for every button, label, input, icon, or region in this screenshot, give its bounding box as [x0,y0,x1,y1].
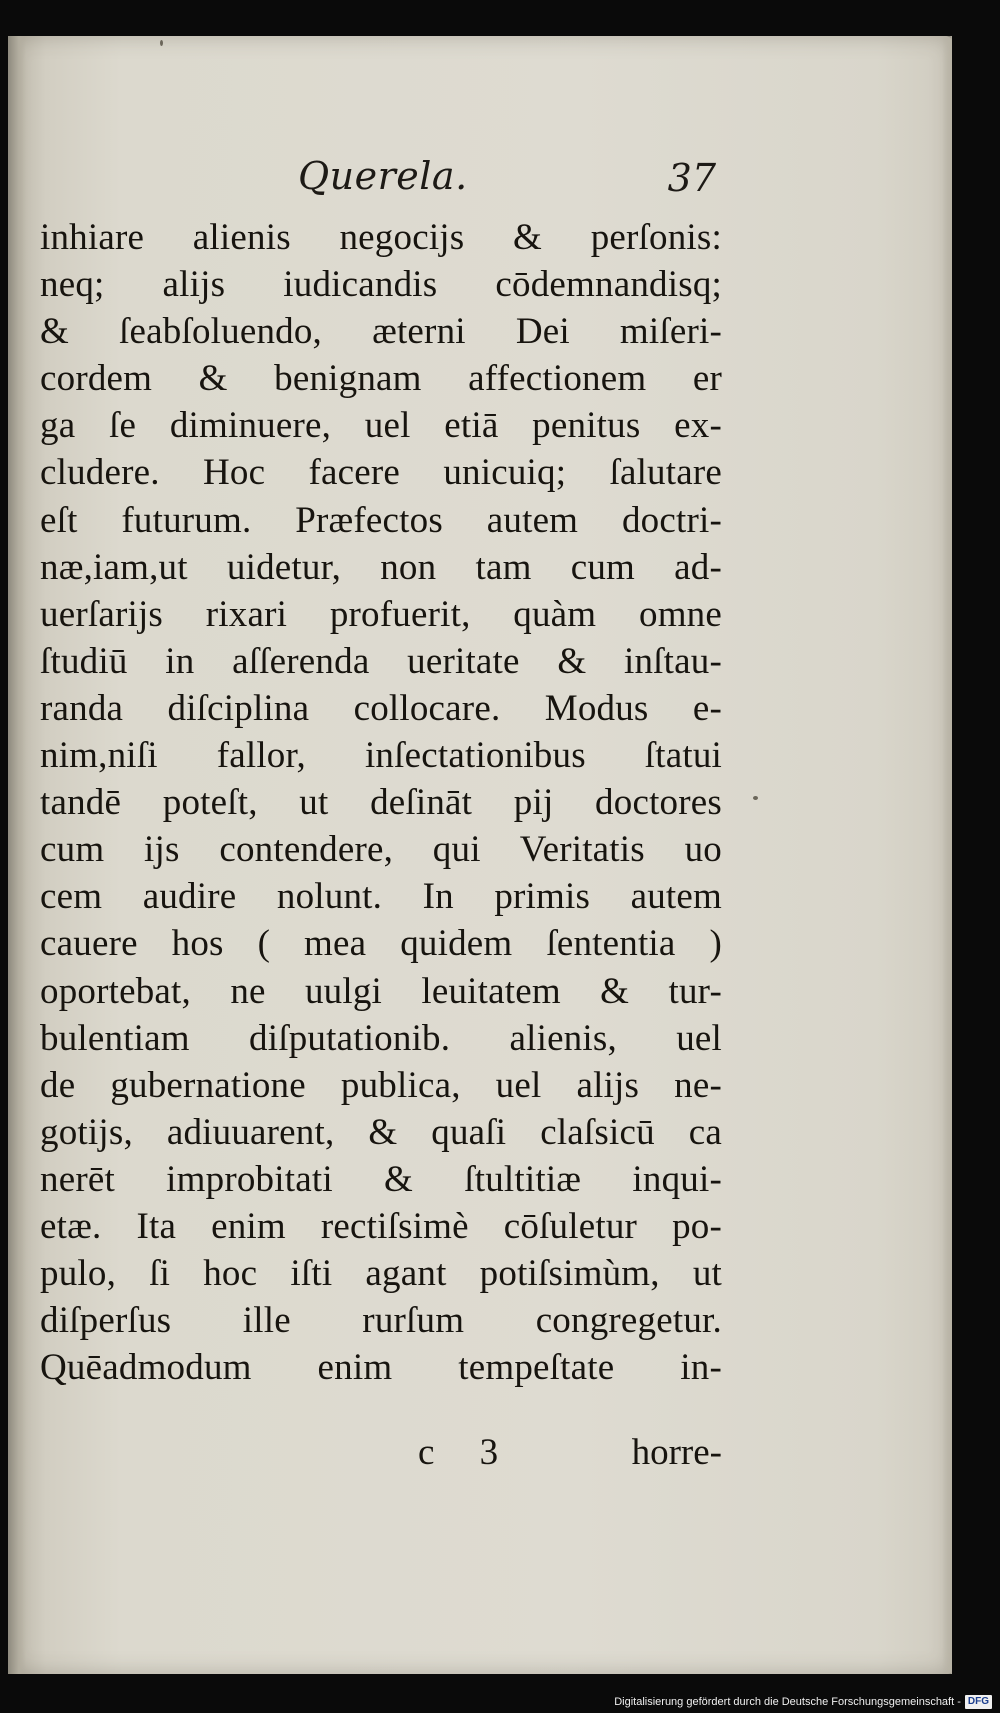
digitization-credit [614,1693,992,1711]
text-line: uerſarijs rixari profuerit, quàm omne [40,593,722,635]
text-line: de gubernatione publica, uel alijs ne- [40,1064,722,1106]
dfg-logo: DFG [965,1695,992,1709]
text-line: nerēt improbitati & ſtultitiæ inqui- [40,1158,722,1200]
text-line: randa diſciplina collocare. Modus e- [40,687,722,729]
text-line: nim,niſi fallor, inſectationibus ſtatui [40,735,722,777]
binding-gutter [8,36,26,1674]
paper-speck [160,40,163,46]
text-line: tandē poteſt, ut deſināt pij doctores [40,782,722,824]
text-line: ſtudiū in aſſerenda ueritate & inſtau- [40,640,722,682]
credit-text: Digitalisierung gefördert durch die Deutsche Forschungsgemeinschaft - [614,1696,961,1708]
page-header [36,154,716,214]
running-head: Querela. [298,154,468,198]
paper-speck [753,796,758,800]
text-line: næ,iam,ut uidetur, non tam cum ad- [40,546,722,588]
text-line: ga ſe diminuere, uel etiā penitus ex- [40,405,722,447]
text-line: cum ijs contendere, qui Veritatis uo [40,829,722,871]
text-line: cordem & benignam affectionem er [40,358,722,400]
body-text [40,214,722,1391]
text-line: pulo, ſi hoc iſti agant potiſsimùm, ut [40,1253,722,1295]
text-line: neq; alijs iudicandis cōdemnandisq; [40,264,722,306]
text-line: cludere. Hoc facere unicuiq; ſalutare [40,452,722,494]
text-line: cauere hos ( mea quidem ſententia ) [40,923,722,965]
text-line: bulentiam diſputationib. alienis, uel [40,1017,722,1059]
signature-mark: c 3 [418,1432,517,1473]
text-line: oportebat, ne uulgi leuitatem & tur- [40,970,722,1012]
catchword: horre- [631,1432,722,1473]
page-number: 37 [667,156,716,200]
text-line: gotijs, adiuuarent, & quaſi claſsicū ca [40,1111,722,1153]
text-line: etæ. Ita enim rectiſsimè cōſuletur po- [40,1205,722,1247]
text-line: Quēadmodum enim tempeſtate in- [40,1347,722,1389]
page-footer [40,1431,722,1481]
text-line: & ſeabſoluendo, æterni Dei miſeri- [40,311,722,353]
text-line: diſperſus ille rurſum congregetur. [40,1300,722,1342]
text-line: cem audire nolunt. In primis autem [40,876,722,918]
text-line: eſt futurum. Præfectos autem doctri- [40,499,722,541]
paper-page [8,36,952,1674]
page-edge [942,36,952,1674]
text-line: inhiare alienis negocijs & perſonis: [40,217,722,258]
